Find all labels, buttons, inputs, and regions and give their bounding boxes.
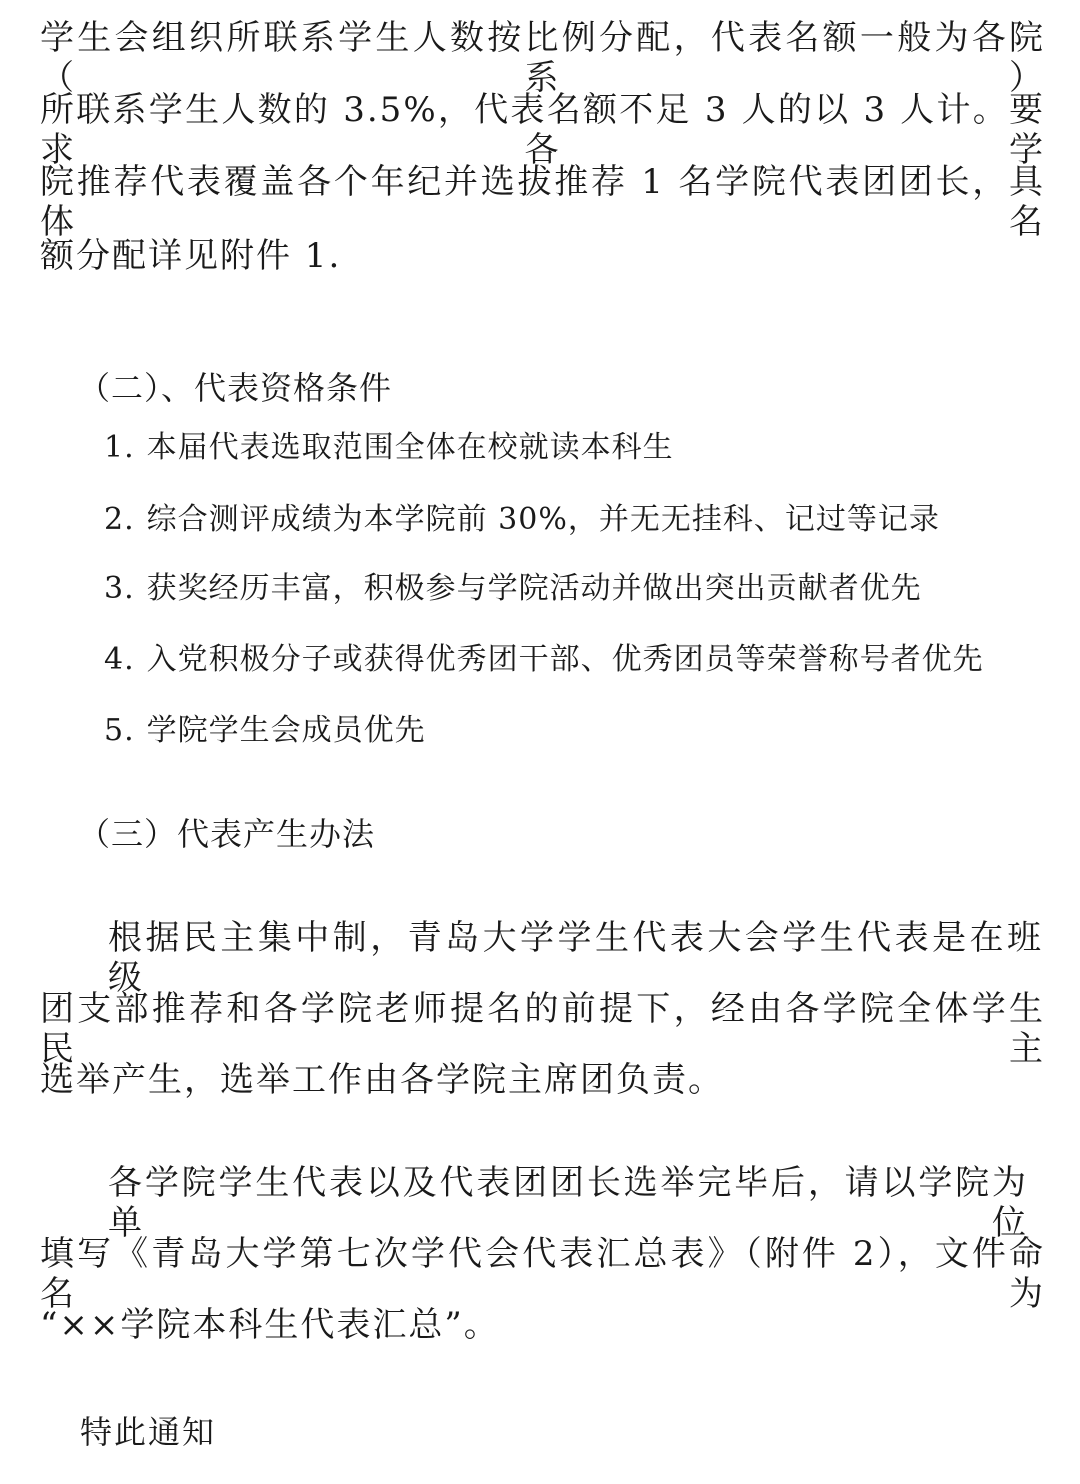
list-item bbox=[104, 428, 674, 468]
list-item-number: 2. bbox=[104, 502, 135, 537]
list-item bbox=[104, 569, 922, 609]
paragraph2-line-3: “××学院本科生代表汇总”。 bbox=[40, 1305, 500, 1345]
paragraph2-line-2: 填写《青岛大学第七次学代会代表汇总表》（附件 2），文件命名为 bbox=[40, 1234, 1045, 1314]
list-item-number: 4. bbox=[104, 642, 135, 677]
intro-line-2: 所联系学生人数的 3.5%，代表名额不足 3 人的以 3 人计。要求各学 bbox=[40, 90, 1045, 170]
intro-line-3: 院推荐代表覆盖各个年纪并选拔推荐 1 名学院代表团团长，具体名 bbox=[40, 162, 1045, 242]
intro-line-4: 额分配详见附件 1. bbox=[40, 236, 342, 276]
list-item-text: 入党积极分子或获得优秀团干部、优秀团员等荣誉称号者优先 bbox=[146, 642, 984, 677]
paragraph1-line-2: 团支部推荐和各学院老师提名的前提下，经由各学院全体学生民主 bbox=[40, 989, 1045, 1069]
list-item-number: 3. bbox=[104, 571, 135, 606]
paragraph2-line-1: 各学院学生代表以及代表团团长选举完毕后，请以学院为单位 bbox=[108, 1163, 1028, 1243]
list-item-text: 本届代表选取范围全体在校就读本科生 bbox=[146, 430, 674, 465]
list-item-number: 1. bbox=[104, 430, 135, 465]
section-three-heading: （三）代表产生办法 bbox=[78, 815, 376, 853]
list-item-text: 综合测评成绩为本学院前 30%，并无无挂科、记过等记录 bbox=[146, 502, 940, 537]
section-two-heading: （二）、代表资格条件 bbox=[78, 369, 393, 407]
list-item-number: 5. bbox=[104, 713, 135, 748]
closing-text: 特此通知 bbox=[80, 1413, 217, 1451]
paragraph1-line-1: 根据民主集中制，青岛大学学生代表大会学生代表是在班级 bbox=[108, 918, 1043, 998]
intro-line-1: 学生会组织所联系学生人数按比例分配，代表名额一般为各院（系） bbox=[40, 18, 1045, 98]
list-item bbox=[104, 711, 426, 751]
list-item-text: 学院学生会成员优先 bbox=[146, 713, 426, 748]
list-item bbox=[104, 640, 984, 680]
list-item bbox=[104, 500, 940, 540]
list-item-text: 获奖经历丰富，积极参与学院活动并做出突出贡献者优先 bbox=[146, 571, 922, 606]
paragraph1-line-3: 选举产生，选举工作由各学院主席团负责。 bbox=[40, 1060, 724, 1100]
